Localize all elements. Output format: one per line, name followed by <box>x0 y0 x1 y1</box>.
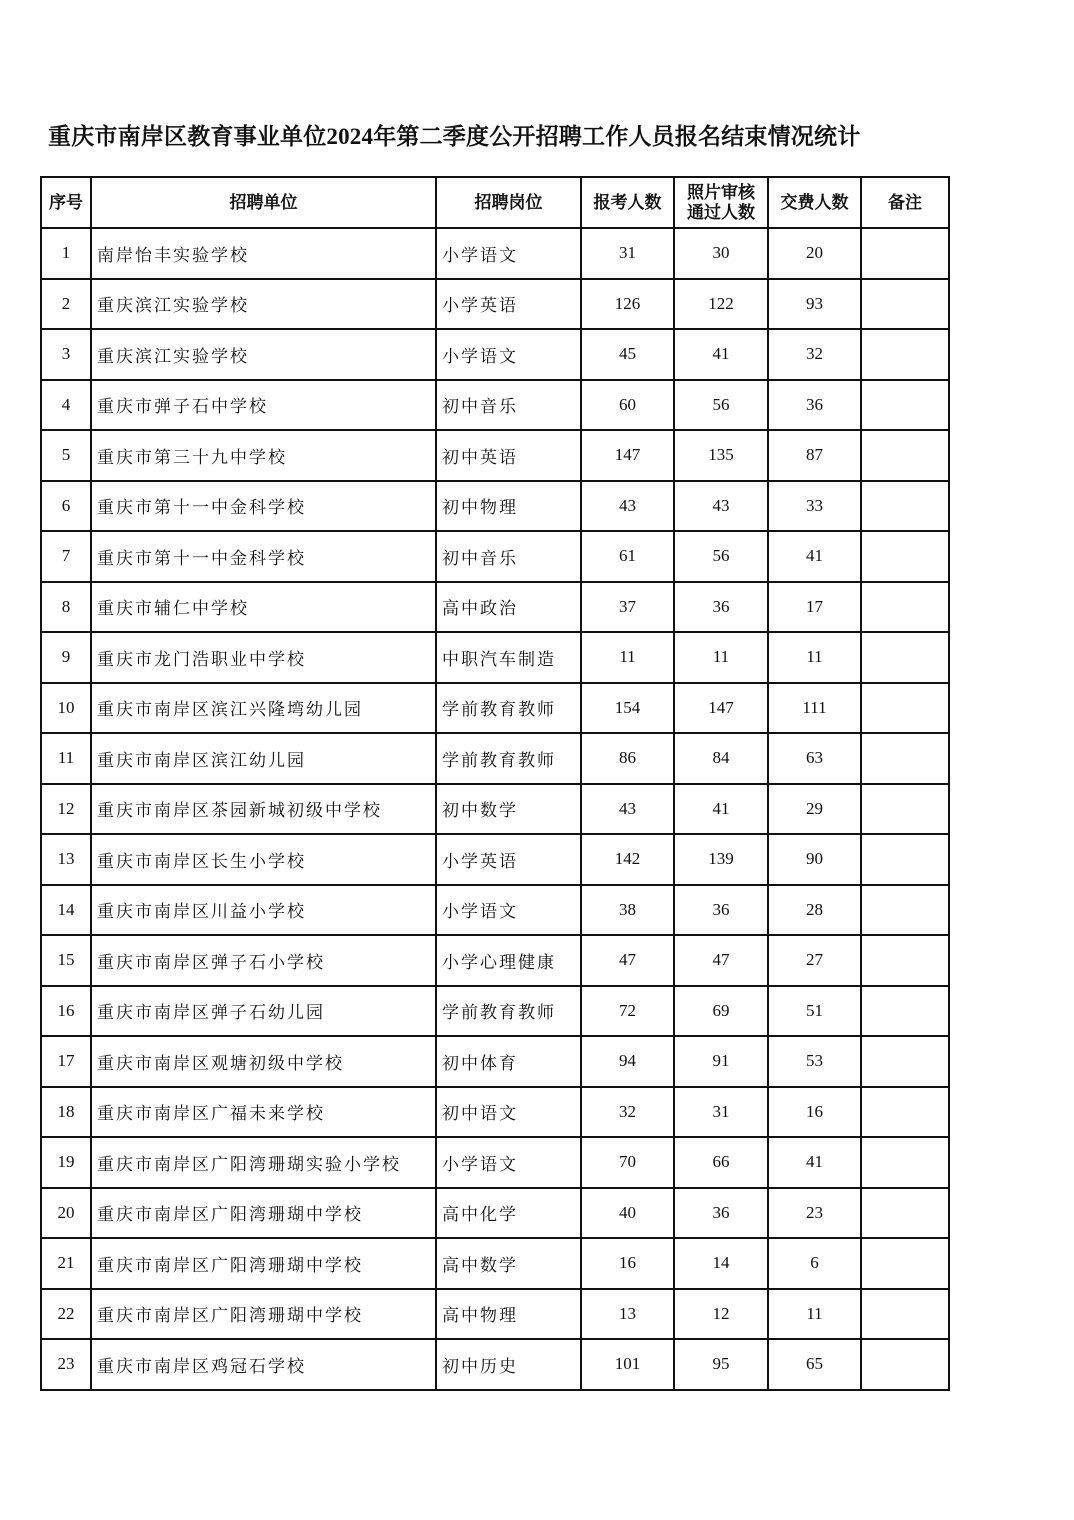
table-row <box>41 380 949 431</box>
cell-paid: 53 <box>768 1036 861 1087</box>
cell-unit: 重庆市南岸区广阳湾珊瑚中学校 <box>91 1188 436 1239</box>
cell-paid: 33 <box>768 481 861 532</box>
cell-no: 17 <box>41 1036 91 1087</box>
cell-post: 高中数学 <box>436 1238 581 1289</box>
header-post: 招聘岗位 <box>436 177 581 228</box>
cell-photo-passed: 56 <box>674 531 768 582</box>
cell-remarks <box>861 1087 949 1138</box>
cell-remarks <box>861 632 949 683</box>
cell-no: 9 <box>41 632 91 683</box>
cell-remarks <box>861 1339 949 1390</box>
header-applicants: 报考人数 <box>581 177 674 228</box>
cell-post: 初中历史 <box>436 1339 581 1390</box>
cell-unit: 重庆市南岸区广阳湾珊瑚实验小学校 <box>91 1137 436 1188</box>
cell-remarks <box>861 228 949 279</box>
cell-photo-passed: 84 <box>674 733 768 784</box>
cell-applicants: 72 <box>581 986 674 1037</box>
cell-photo-passed: 95 <box>674 1339 768 1390</box>
cell-unit: 重庆市南岸区长生小学校 <box>91 834 436 885</box>
cell-remarks <box>861 834 949 885</box>
cell-applicants: 70 <box>581 1137 674 1188</box>
cell-remarks <box>861 380 949 431</box>
cell-paid: 41 <box>768 531 861 582</box>
cell-photo-passed: 122 <box>674 279 768 330</box>
table-row <box>41 733 949 784</box>
cell-no: 15 <box>41 935 91 986</box>
cell-applicants: 94 <box>581 1036 674 1087</box>
cell-no: 6 <box>41 481 91 532</box>
recruitment-stats-table <box>40 176 950 1391</box>
cell-photo-passed: 41 <box>674 784 768 835</box>
cell-unit: 重庆市辅仁中学校 <box>91 582 436 633</box>
header-photo-passed-line2: 通过人数 <box>687 202 755 222</box>
cell-paid: 11 <box>768 1289 861 1340</box>
cell-unit: 重庆市南岸区广阳湾珊瑚中学校 <box>91 1238 436 1289</box>
cell-applicants: 101 <box>581 1339 674 1390</box>
cell-post: 初中音乐 <box>436 380 581 431</box>
table-row <box>41 986 949 1037</box>
cell-post: 学前教育教师 <box>436 986 581 1037</box>
header-no: 序号 <box>41 177 91 228</box>
cell-post: 初中数学 <box>436 784 581 835</box>
cell-remarks <box>861 531 949 582</box>
cell-applicants: 16 <box>581 1238 674 1289</box>
cell-post: 初中音乐 <box>436 531 581 582</box>
cell-unit: 南岸怡丰实验学校 <box>91 228 436 279</box>
header-photo-passed <box>674 177 768 228</box>
cell-no: 12 <box>41 784 91 835</box>
cell-remarks <box>861 1289 949 1340</box>
cell-photo-passed: 11 <box>674 632 768 683</box>
cell-photo-passed: 47 <box>674 935 768 986</box>
cell-applicants: 86 <box>581 733 674 784</box>
cell-paid: 51 <box>768 986 861 1037</box>
cell-unit: 重庆市第十一中金科学校 <box>91 481 436 532</box>
cell-post: 高中化学 <box>436 1188 581 1239</box>
cell-photo-passed: 30 <box>674 228 768 279</box>
table-row <box>41 935 949 986</box>
cell-unit: 重庆市龙门浩职业中学校 <box>91 632 436 683</box>
cell-no: 1 <box>41 228 91 279</box>
cell-paid: 6 <box>768 1238 861 1289</box>
cell-paid: 11 <box>768 632 861 683</box>
table-row <box>41 279 949 330</box>
cell-paid: 20 <box>768 228 861 279</box>
table-row <box>41 481 949 532</box>
cell-paid: 36 <box>768 380 861 431</box>
cell-applicants: 126 <box>581 279 674 330</box>
table-row <box>41 430 949 481</box>
cell-applicants: 47 <box>581 935 674 986</box>
cell-unit: 重庆市南岸区滨江兴隆塆幼儿园 <box>91 683 436 734</box>
cell-applicants: 147 <box>581 430 674 481</box>
cell-remarks <box>861 481 949 532</box>
cell-applicants: 38 <box>581 885 674 936</box>
cell-remarks <box>861 784 949 835</box>
cell-paid: 111 <box>768 683 861 734</box>
cell-paid: 16 <box>768 1087 861 1138</box>
cell-remarks <box>861 935 949 986</box>
cell-applicants: 13 <box>581 1289 674 1340</box>
cell-applicants: 40 <box>581 1188 674 1239</box>
cell-remarks <box>861 986 949 1037</box>
cell-applicants: 37 <box>581 582 674 633</box>
cell-paid: 17 <box>768 582 861 633</box>
cell-paid: 63 <box>768 733 861 784</box>
cell-paid: 41 <box>768 1137 861 1188</box>
header-paid: 交费人数 <box>768 177 861 228</box>
cell-photo-passed: 41 <box>674 329 768 380</box>
cell-photo-passed: 56 <box>674 380 768 431</box>
cell-post: 小学心理健康 <box>436 935 581 986</box>
cell-post: 小学语文 <box>436 329 581 380</box>
document-title: 重庆市南岸区教育事业单位2024年第二季度公开招聘工作人员报名结束情况统计 <box>48 124 861 149</box>
cell-no: 5 <box>41 430 91 481</box>
cell-no: 4 <box>41 380 91 431</box>
cell-post: 小学语文 <box>436 885 581 936</box>
cell-applicants: 32 <box>581 1087 674 1138</box>
table-row <box>41 1289 949 1340</box>
cell-unit: 重庆市南岸区川益小学校 <box>91 885 436 936</box>
cell-remarks <box>861 733 949 784</box>
table-row <box>41 582 949 633</box>
cell-remarks <box>861 430 949 481</box>
cell-no: 8 <box>41 582 91 633</box>
table-row <box>41 228 949 279</box>
cell-paid: 23 <box>768 1188 861 1239</box>
table-row <box>41 885 949 936</box>
cell-paid: 29 <box>768 784 861 835</box>
cell-no: 2 <box>41 279 91 330</box>
cell-unit: 重庆市弹子石中学校 <box>91 380 436 431</box>
cell-remarks <box>861 885 949 936</box>
header-unit: 招聘单位 <box>91 177 436 228</box>
cell-photo-passed: 66 <box>674 1137 768 1188</box>
cell-photo-passed: 31 <box>674 1087 768 1138</box>
cell-photo-passed: 36 <box>674 1188 768 1239</box>
cell-post: 中职汽车制造 <box>436 632 581 683</box>
table-header-row <box>41 177 949 228</box>
cell-applicants: 154 <box>581 683 674 734</box>
cell-no: 21 <box>41 1238 91 1289</box>
cell-post: 高中政治 <box>436 582 581 633</box>
cell-post: 初中英语 <box>436 430 581 481</box>
table-row <box>41 683 949 734</box>
cell-paid: 27 <box>768 935 861 986</box>
cell-no: 22 <box>41 1289 91 1340</box>
cell-photo-passed: 147 <box>674 683 768 734</box>
cell-remarks <box>861 329 949 380</box>
table-row <box>41 329 949 380</box>
cell-photo-passed: 36 <box>674 885 768 936</box>
cell-paid: 28 <box>768 885 861 936</box>
table-row <box>41 531 949 582</box>
cell-no: 10 <box>41 683 91 734</box>
cell-no: 23 <box>41 1339 91 1390</box>
cell-photo-passed: 43 <box>674 481 768 532</box>
cell-applicants: 43 <box>581 481 674 532</box>
cell-unit: 重庆市南岸区广福未来学校 <box>91 1087 436 1138</box>
cell-no: 20 <box>41 1188 91 1239</box>
cell-remarks <box>861 1036 949 1087</box>
cell-remarks <box>861 1137 949 1188</box>
cell-post: 小学语文 <box>436 228 581 279</box>
table-row <box>41 632 949 683</box>
cell-remarks <box>861 683 949 734</box>
cell-paid: 65 <box>768 1339 861 1390</box>
cell-applicants: 11 <box>581 632 674 683</box>
table-row <box>41 784 949 835</box>
header-photo-passed-line1: 照片审核 <box>687 182 755 202</box>
table-row <box>41 1036 949 1087</box>
cell-post: 小学语文 <box>436 1137 581 1188</box>
table-row <box>41 1087 949 1138</box>
table-row <box>41 1137 949 1188</box>
cell-photo-passed: 69 <box>674 986 768 1037</box>
cell-post: 小学英语 <box>436 279 581 330</box>
cell-no: 18 <box>41 1087 91 1138</box>
cell-remarks <box>861 279 949 330</box>
cell-no: 11 <box>41 733 91 784</box>
cell-unit: 重庆市南岸区滨江幼儿园 <box>91 733 436 784</box>
cell-photo-passed: 139 <box>674 834 768 885</box>
cell-unit: 重庆市第十一中金科学校 <box>91 531 436 582</box>
cell-applicants: 61 <box>581 531 674 582</box>
cell-paid: 87 <box>768 430 861 481</box>
cell-unit: 重庆市南岸区茶园新城初级中学校 <box>91 784 436 835</box>
cell-post: 初中体育 <box>436 1036 581 1087</box>
cell-applicants: 43 <box>581 784 674 835</box>
cell-post: 学前教育教师 <box>436 733 581 784</box>
cell-no: 13 <box>41 834 91 885</box>
table-row <box>41 1188 949 1239</box>
cell-photo-passed: 12 <box>674 1289 768 1340</box>
cell-post: 高中物理 <box>436 1289 581 1340</box>
header-remarks: 备注 <box>861 177 949 228</box>
cell-applicants: 31 <box>581 228 674 279</box>
cell-applicants: 45 <box>581 329 674 380</box>
cell-paid: 90 <box>768 834 861 885</box>
cell-post: 学前教育教师 <box>436 683 581 734</box>
cell-unit: 重庆市南岸区鸡冠石学校 <box>91 1339 436 1390</box>
cell-unit: 重庆滨江实验学校 <box>91 279 436 330</box>
cell-unit: 重庆市南岸区广阳湾珊瑚中学校 <box>91 1289 436 1340</box>
cell-unit: 重庆市南岸区弹子石幼儿园 <box>91 986 436 1037</box>
cell-remarks <box>861 1238 949 1289</box>
cell-no: 14 <box>41 885 91 936</box>
cell-photo-passed: 91 <box>674 1036 768 1087</box>
cell-post: 小学英语 <box>436 834 581 885</box>
cell-applicants: 60 <box>581 380 674 431</box>
cell-photo-passed: 14 <box>674 1238 768 1289</box>
cell-remarks <box>861 1188 949 1239</box>
cell-no: 16 <box>41 986 91 1037</box>
cell-remarks <box>861 582 949 633</box>
cell-post: 初中语文 <box>436 1087 581 1138</box>
cell-applicants: 142 <box>581 834 674 885</box>
cell-paid: 93 <box>768 279 861 330</box>
cell-unit: 重庆滨江实验学校 <box>91 329 436 380</box>
cell-no: 19 <box>41 1137 91 1188</box>
cell-unit: 重庆市第三十九中学校 <box>91 430 436 481</box>
cell-no: 3 <box>41 329 91 380</box>
cell-photo-passed: 135 <box>674 430 768 481</box>
cell-photo-passed: 36 <box>674 582 768 633</box>
cell-no: 7 <box>41 531 91 582</box>
table-row <box>41 1339 949 1390</box>
cell-unit: 重庆市南岸区弹子石小学校 <box>91 935 436 986</box>
table-row <box>41 1238 949 1289</box>
cell-post: 初中物理 <box>436 481 581 532</box>
cell-paid: 32 <box>768 329 861 380</box>
cell-unit: 重庆市南岸区观塘初级中学校 <box>91 1036 436 1087</box>
table-row <box>41 834 949 885</box>
